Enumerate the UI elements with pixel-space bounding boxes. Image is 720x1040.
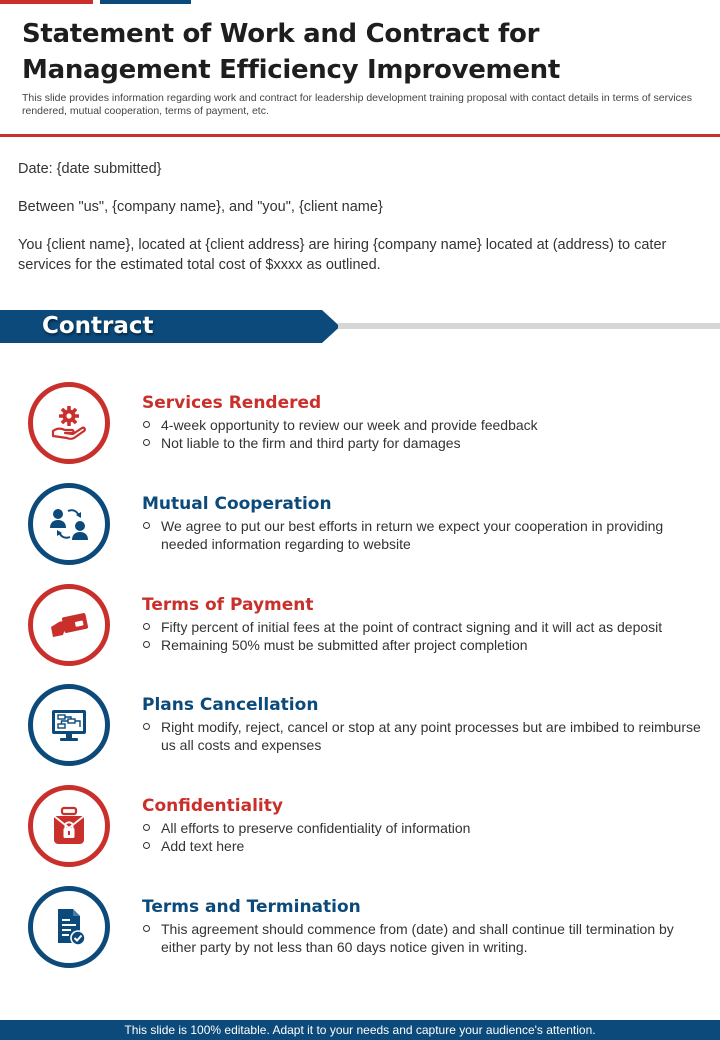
bullet-list [142, 819, 702, 855]
bullet-item: 4-week opportunity to review our week and provide feedback [142, 416, 702, 434]
section-services-rendered [0, 382, 720, 472]
section-terms-and-termination [0, 886, 720, 976]
bullet-circle-icon [143, 641, 150, 648]
section-confidentiality [0, 785, 720, 875]
bullet-item: All efforts to preserve confidentiality of information [142, 819, 702, 837]
bullet-circle-icon [143, 824, 150, 831]
bullet-list [142, 416, 702, 452]
top-accent-red [0, 0, 93, 4]
bullet-item: Remaining 50% must be submitted after project completion [142, 636, 702, 654]
bullet-list [142, 920, 702, 956]
section-title: Services Rendered [142, 393, 322, 413]
contract-divider [338, 323, 720, 329]
date-line: Date: {date submitted} [18, 161, 162, 177]
document-check-icon [28, 886, 110, 968]
page-title: Statement of Work and Contract for Management Efficiency Improvement [22, 19, 561, 85]
page-subtitle: This slide provides information regarding work and contract for leadership development training proposal with contact details in terms of services rendered, mutual cooperation, terms of payment, etc. [22, 92, 692, 117]
bullet-item: This agreement should commence from (date) and shall continue till termination by either party by not less than 60 days notice given in writing. [142, 920, 702, 956]
bullet-item: Not liable to the firm and third party for damages [142, 434, 702, 452]
bullet-circle-icon [143, 421, 150, 428]
bullet-list [142, 517, 702, 553]
bullet-item: Add text here [142, 837, 702, 855]
section-title: Terms of Payment [142, 595, 314, 615]
section-title: Terms and Termination [142, 897, 361, 917]
header-divider [0, 134, 720, 137]
bullet-circle-icon [143, 439, 150, 446]
locked-bag-icon [28, 785, 110, 867]
monitor-plan-icon [28, 684, 110, 766]
bullet-circle-icon [143, 522, 150, 529]
section-terms-of-payment [0, 584, 720, 674]
bullet-item: Fifty percent of initial fees at the point of contract signing and it will act as deposit [142, 618, 702, 636]
bullet-item: We agree to put our best efforts in return we expect your cooperation in providing needed information regarding to website [142, 517, 702, 553]
bullet-circle-icon [143, 925, 150, 932]
bullet-circle-icon [143, 842, 150, 849]
hiring-line: You {client name}, located at {client address} are hiring {company name} located at (address) to cater services for the estimated total cost of $xxxx as outlined. [18, 237, 667, 273]
contract-heading: Contract [42, 313, 154, 339]
bullet-list [142, 718, 702, 754]
gear-hand-icon [28, 382, 110, 464]
bullet-circle-icon [143, 723, 150, 730]
section-plans-cancellation [0, 684, 720, 774]
footer-bar: This slide is 100% editable. Adapt it to your needs and capture your audience's attention. [0, 1020, 720, 1040]
section-title: Confidentiality [142, 796, 283, 816]
hand-card-icon [28, 584, 110, 666]
section-title: Mutual Cooperation [142, 494, 332, 514]
section-mutual-cooperation [0, 483, 720, 573]
people-exchange-icon [28, 483, 110, 565]
bullet-item: Right modify, reject, cancel or stop at any point processes but are imbibed to reimburse us all costs and expenses [142, 718, 702, 754]
bullet-list [142, 618, 702, 654]
bullet-circle-icon [143, 623, 150, 630]
top-accent-blue [100, 0, 191, 4]
between-line: Between "us", {company name}, and "you", {client name} [18, 199, 383, 215]
section-title: Plans Cancellation [142, 695, 319, 715]
